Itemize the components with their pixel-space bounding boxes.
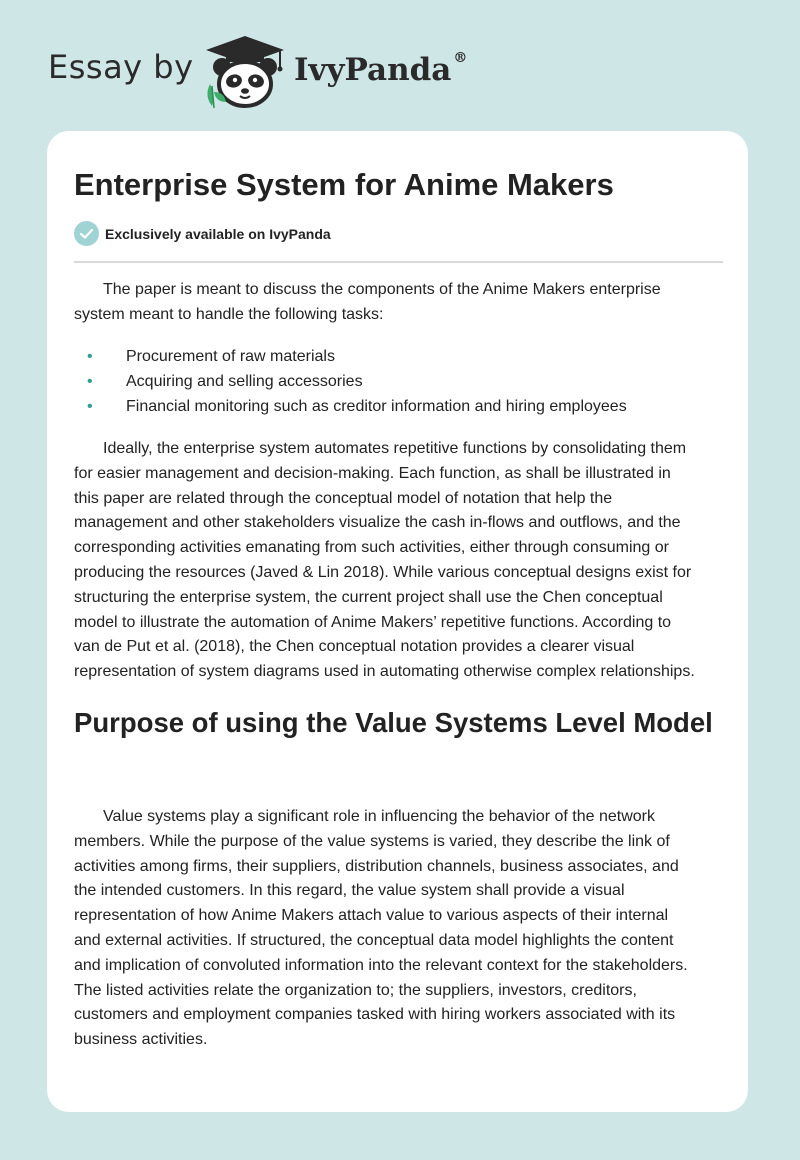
bullet-icon: • <box>87 373 93 390</box>
list-item <box>87 369 627 394</box>
text-line: system meant to handle the following tasks: <box>74 305 384 323</box>
text-line: structuring the enterprise system, the current project shall use the Chen conceptual <box>74 588 663 606</box>
text-line: Value systems play a significant role in influencing the behavior of the network <box>103 808 656 825</box>
text-line: activities among firms, their suppliers, distribution channels, business associates, and <box>74 857 679 875</box>
body-paragraph <box>74 437 726 685</box>
trademark-symbol: ® <box>453 50 468 66</box>
brand-prefix: Essay by <box>48 48 194 86</box>
text-line: customers and employment companies tasked with hiring workers associated with its <box>74 1006 676 1024</box>
bullet-icon: • <box>87 348 93 365</box>
page-title: Enterprise System for Anime Makers <box>74 167 614 202</box>
article-card <box>47 131 748 1112</box>
text-line: and implication of convoluted information into the relevant context for the stakeholders. <box>74 956 688 974</box>
bullet-icon: • <box>87 398 93 415</box>
text-line: model to illustrate the automation of Anime Makers’ repetitive functions. According to <box>74 613 672 631</box>
intro-paragraph <box>74 278 726 328</box>
list-item-text: Financial monitoring such as creditor information and hiring employees <box>126 398 627 415</box>
brand-name[interactable] <box>294 52 467 88</box>
list-item-text: Procurement of raw materials <box>126 348 335 365</box>
list-item <box>87 344 627 369</box>
text-line: the intended customers. In this regard, the value system shall provide a visual <box>74 882 625 900</box>
list-item-text: Acquiring and selling accessories <box>126 373 363 390</box>
text-line: The listed activities relate the organization to; the suppliers, investors, creditors, <box>74 981 637 999</box>
text-line: members. While the purpose of the value systems is varied, they describe the link of <box>74 832 670 850</box>
text-line: corresponding activities emanating from such activities, either through consuming or <box>74 539 669 557</box>
text-line: management and other stakeholders visualize the cash in-flows and outflows, and the <box>74 514 681 532</box>
body-paragraph <box>74 805 726 1053</box>
text-line: this paper are related through the conceptual model of notation that help the <box>74 489 613 507</box>
text-line: for easier management and decision-making. Each function, as shall be illustrated in <box>74 464 671 482</box>
text-line: The paper is meant to discuss the components of the Anime Makers enterprise <box>103 281 661 298</box>
text-line: representation of system diagrams used in automating otherwise complex relationships. <box>74 663 695 681</box>
text-line: Ideally, the enterprise system automates repetitive functions by consolidating them <box>103 440 687 457</box>
text-line: van de Put et al. (2018), the Chen conceptual notation provides a clearer visual <box>74 638 635 656</box>
text-line: and external activities. If structured, the conceptual data model highlights the content <box>74 931 674 949</box>
availability-badge <box>74 221 331 246</box>
site-header <box>0 0 800 130</box>
badge-text: Exclusively available on IvyPanda <box>105 225 331 242</box>
check-circle-icon <box>74 221 99 246</box>
task-list <box>87 344 627 419</box>
section-heading: Purpose of using the Value Systems Level Model <box>74 707 713 738</box>
brand-name-text: IvyPanda <box>294 52 452 88</box>
list-item <box>87 394 627 419</box>
text-line: business activities. <box>74 1031 208 1049</box>
text-line: producing the resources (Javed & Lin 2018). While various conceptual designs exist for <box>74 563 692 581</box>
divider <box>74 261 723 263</box>
text-line: representation of how Anime Makers attach value to various aspects of their internal <box>74 907 669 925</box>
panda-graduate-icon[interactable] <box>200 34 290 110</box>
